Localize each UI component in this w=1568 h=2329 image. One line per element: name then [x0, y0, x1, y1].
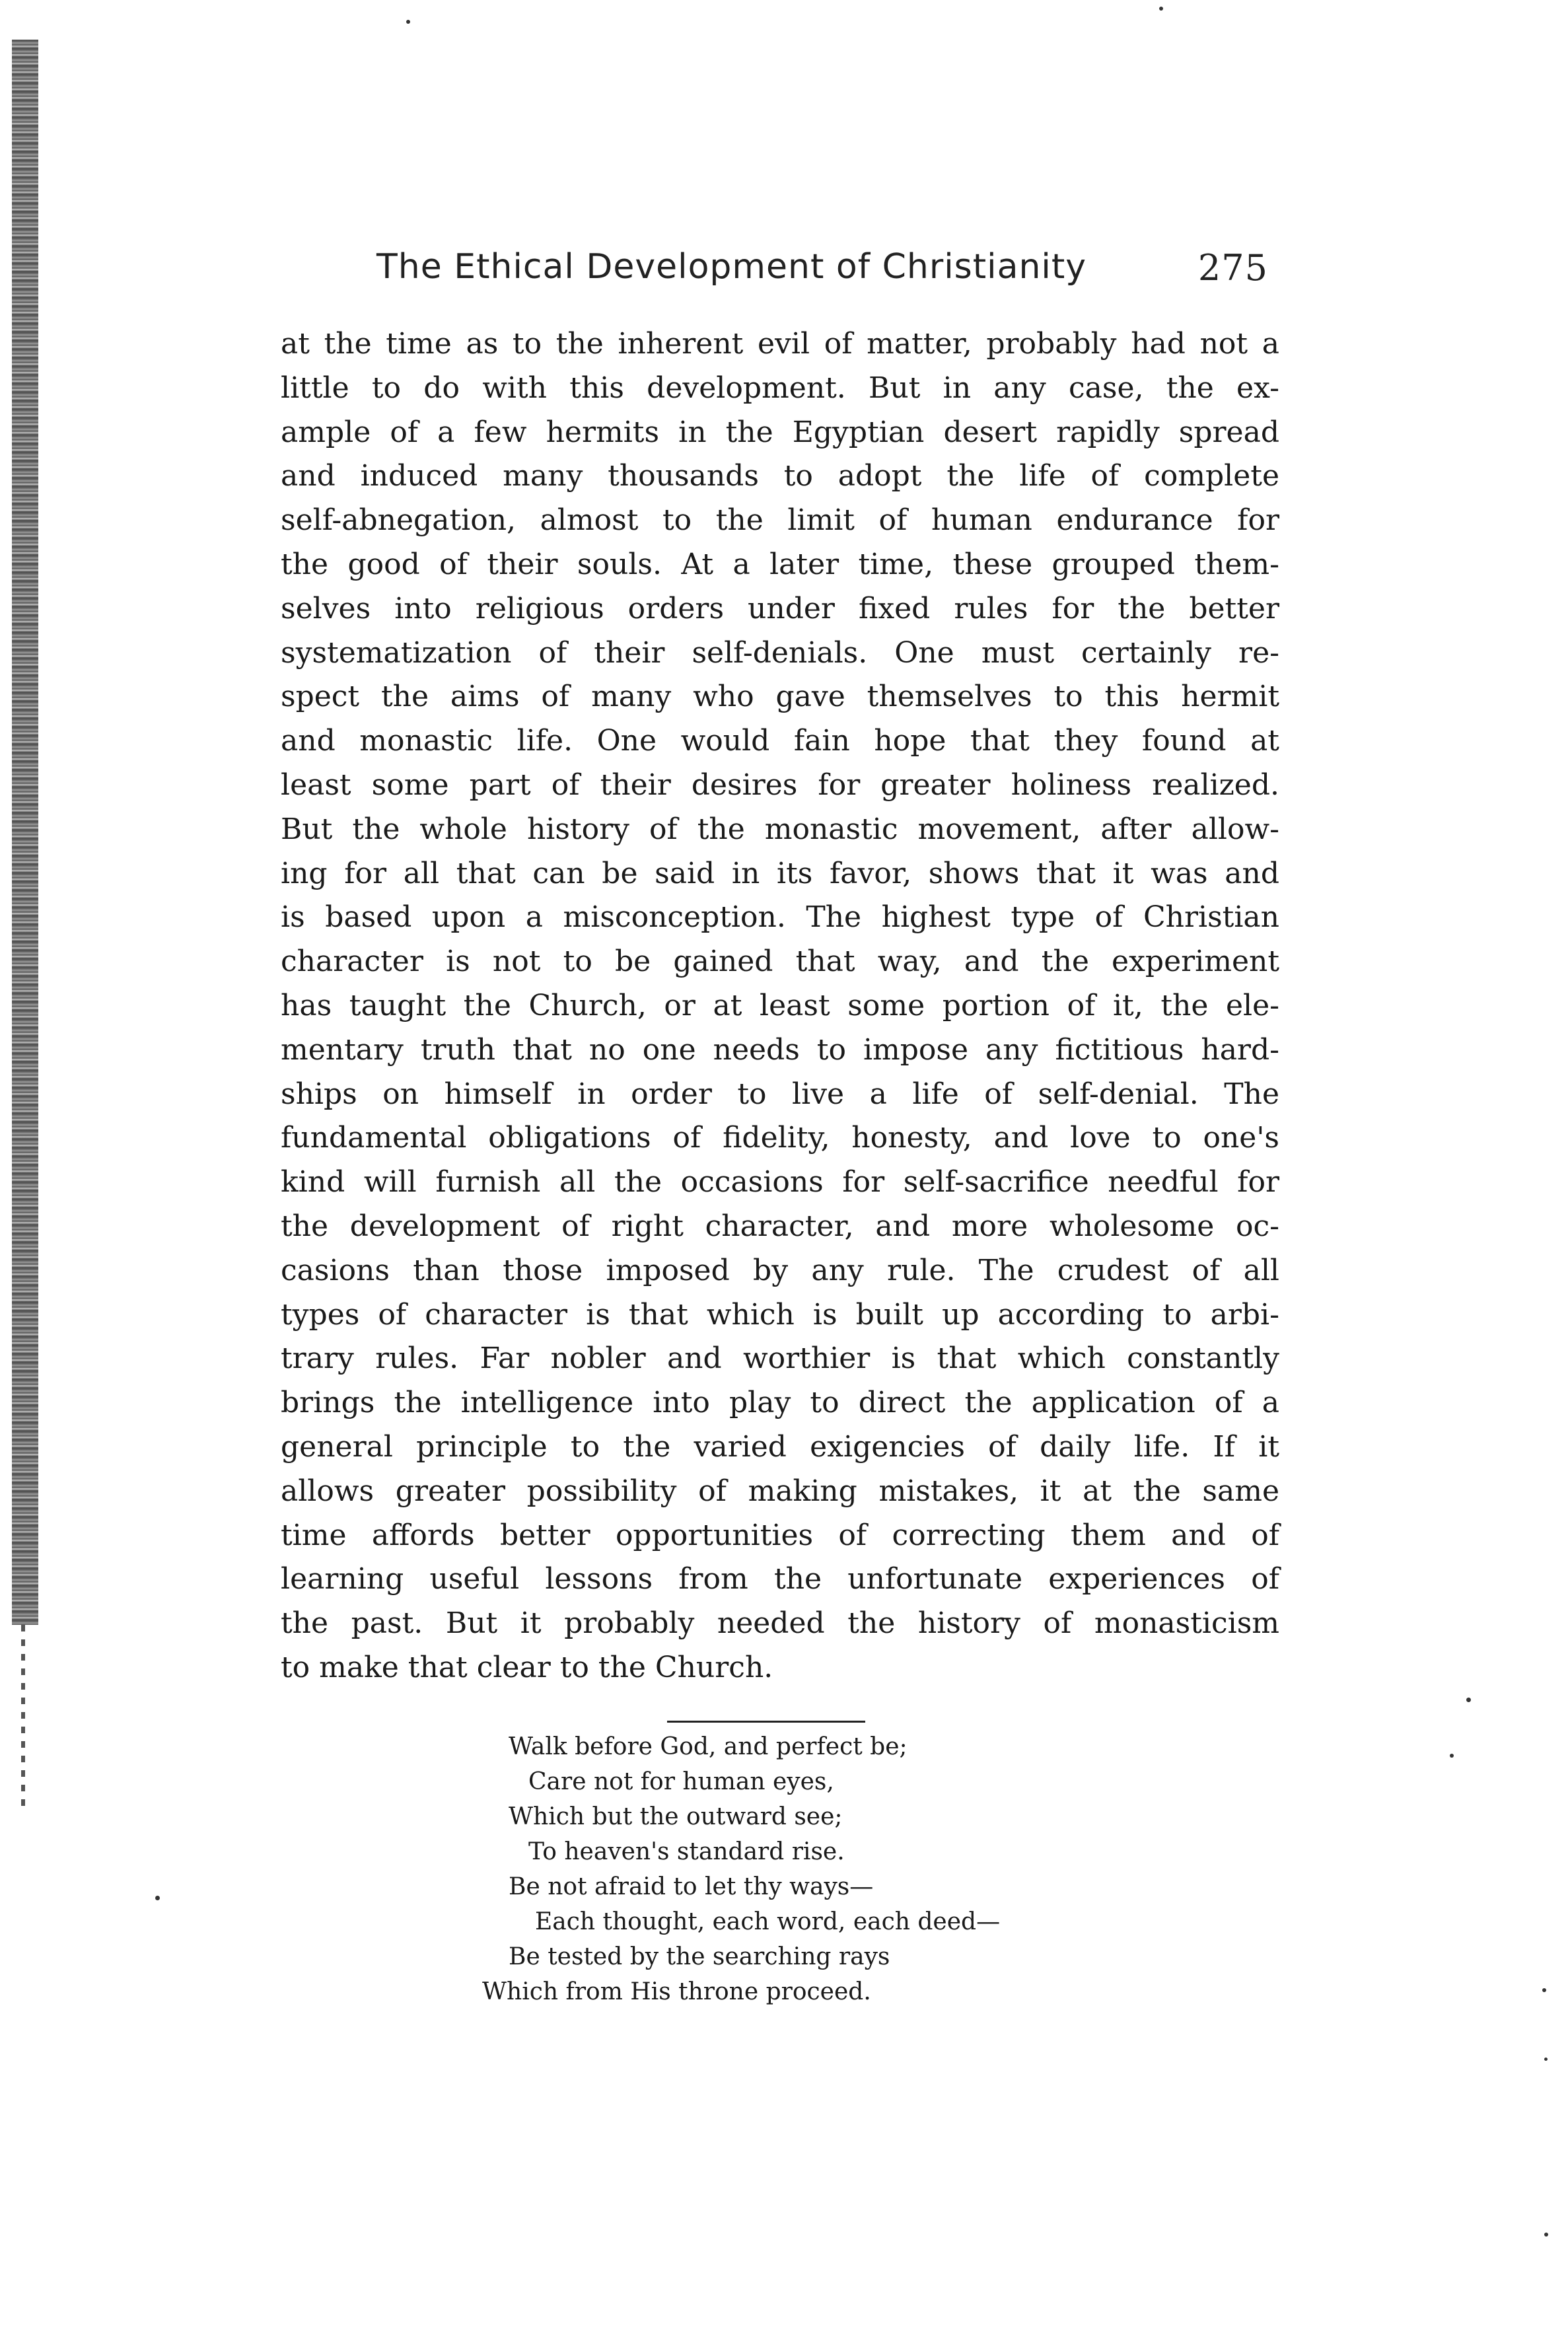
- verse-line: Which but the outward see;: [509, 1803, 843, 1830]
- text-line: self-abnegation, almost to the limit of human endurance for: [281, 503, 1279, 538]
- text-line: mentary truth that no one needs to impose any fictitious hard-: [281, 1032, 1279, 1067]
- text-line: systematization of their self-denials. One must certainly re-: [281, 635, 1279, 670]
- text-line: and monastic life. One would fain hope that they found at: [281, 724, 1279, 758]
- running-title: The Ethical Development of Christianity: [376, 247, 1087, 287]
- page-number: 275: [1197, 247, 1268, 289]
- text-line: the development of right character, and more wholesome oc-: [281, 1209, 1279, 1243]
- text-line: ships on himself in order to live a life of self-denial. The: [281, 1077, 1279, 1111]
- text-line: the past. But it probably needed the history of monasticism: [281, 1606, 1279, 1641]
- scan-speck: [155, 1896, 160, 1900]
- scan-binding-edge: [12, 40, 38, 1625]
- scan-speck: [1544, 2058, 1548, 2061]
- text-line: learning useful lessons from the unfortunate experiences of: [281, 1562, 1279, 1596]
- scan-binding-edge-tail: [21, 1625, 25, 1810]
- scan-speck: [1544, 2233, 1548, 2237]
- verse-line: Be not afraid to let thy ways—: [509, 1873, 874, 1900]
- text-line: trary rules. Far nobler and worthier is that which constantly: [281, 1342, 1279, 1376]
- text-line: types of character is that which is built up according to arbi-: [281, 1297, 1279, 1332]
- text-line: fundamental obligations of fidelity, honesty, and love to one's: [281, 1121, 1279, 1155]
- text-line: selves into religious orders under fixed rules for the better: [281, 591, 1279, 626]
- text-line: is based upon a misconception. The highest type of Christian: [281, 900, 1279, 935]
- scan-speck: [1466, 1698, 1471, 1702]
- text-line: least some part of their desires for greater holiness realized.: [281, 768, 1279, 802]
- scan-speck: [1159, 7, 1163, 11]
- section-divider: [667, 1721, 865, 1723]
- text-line: character is not to be gained that way, and the experiment: [281, 945, 1279, 979]
- running-head: [376, 247, 1268, 306]
- scan-speck: [1542, 1988, 1546, 1992]
- text-line: general principle to the varied exigencies of daily life. If it: [281, 1429, 1279, 1464]
- text-line: ing for all that can be said in its favor, shows that it was and: [281, 856, 1279, 890]
- verse-line: Care not for human eyes,: [528, 1768, 834, 1795]
- text-line: spect the aims of many who gave themselves to this hermit: [281, 680, 1279, 714]
- text-line: the good of their souls. At a later time, these grouped them-: [281, 547, 1279, 581]
- verse-line: Which from His throne proceed.: [482, 1978, 871, 2005]
- verse-block: [462, 1729, 1057, 2009]
- text-line: allows greater possibility of making mistakes, it at the same: [281, 1474, 1279, 1508]
- verse-line: Be tested by the searching rays: [509, 1943, 890, 1970]
- text-line: little to do with this development. But in any case, the ex-: [281, 371, 1279, 405]
- scan-speck: [406, 20, 410, 24]
- text-line: to make that clear to the Church.: [281, 1650, 773, 1684]
- scan-speck: [1450, 1754, 1454, 1758]
- text-line: brings the intelligence into play to direct the application of a: [281, 1386, 1279, 1420]
- body-text: [281, 322, 1279, 1690]
- text-line: casions than those imposed by any rule. The crudest of all: [281, 1253, 1279, 1287]
- verse-line: Walk before God, and perfect be;: [509, 1733, 908, 1760]
- text-line: But the whole history of the monastic movement, after allow-: [281, 812, 1279, 846]
- text-line: at the time as to the inherent evil of matter, probably had not a: [281, 327, 1279, 361]
- verse-line: To heaven's standard rise.: [528, 1838, 845, 1865]
- text-line: and induced many thousands to adopt the life of complete: [281, 459, 1279, 493]
- text-line: time affords better opportunities of correcting them and of: [281, 1518, 1279, 1552]
- text-line: kind will furnish all the occasions for self-sacrifice needful for: [281, 1165, 1279, 1200]
- verse-line: Each thought, each word, each deed—: [535, 1908, 1001, 1935]
- text-line: ample of a few hermits in the Egyptian desert rapidly spread: [281, 415, 1279, 449]
- text-line: has taught the Church, or at least some portion of it, the ele-: [281, 988, 1279, 1022]
